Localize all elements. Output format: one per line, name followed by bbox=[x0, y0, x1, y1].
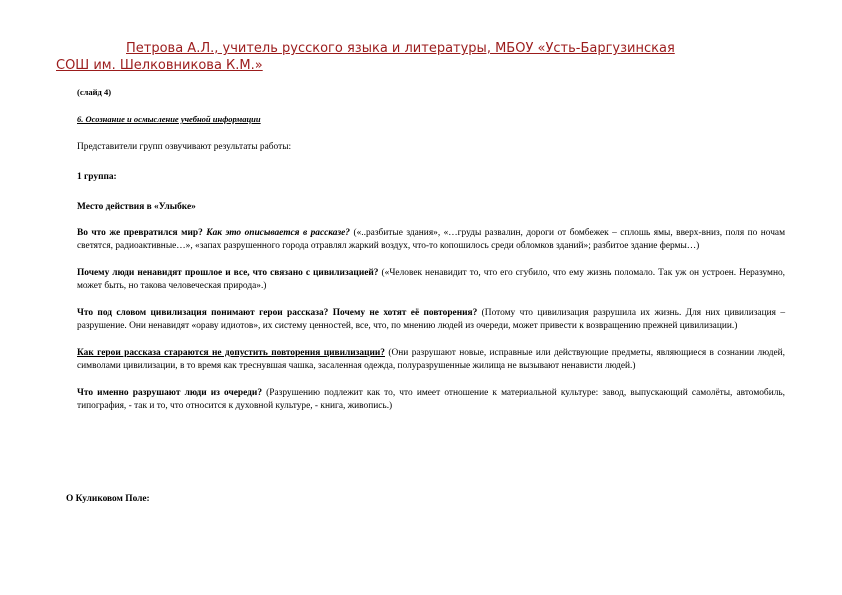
author-header bbox=[56, 40, 786, 74]
question-1: Во что же превратился мир? bbox=[77, 228, 203, 238]
question-4: Как герои рассказа стараются не допустить повторения цивилизации? bbox=[77, 348, 385, 358]
place-heading: Место действия в «Улыбке» bbox=[77, 202, 196, 212]
question-3b: Почему не хотят её повторения? bbox=[332, 308, 478, 318]
kulikovo-heading: О Куликовом Поле: bbox=[66, 494, 150, 504]
section-title: 6. Осознание и осмысление учебной информации bbox=[77, 114, 261, 124]
intro-text: Представители групп озвучивают результаты работы: bbox=[77, 142, 292, 152]
answer-1: («..разбитые здания», «…груды развалин, дороги от бомбежек – сплошь ямы, вверх-вниз, поля по ночам светятся, радиоактивные…», «запах разрушенного города отравлял жаркий воздух, что-то копошилось среди обломков зданий»; разбитое здание фермы…) bbox=[77, 228, 786, 251]
question-5: Что именно разрушают люди из очереди? bbox=[77, 388, 263, 398]
group-heading: 1 группа: bbox=[77, 172, 117, 182]
question-2: Почему люди ненавидят прошлое и все, что связано с цивилизацией? bbox=[77, 268, 379, 278]
author-line-1: Петрова А.Л., учитель русского языка и литературы, МБОУ «Усть-Баргузинская bbox=[126, 41, 675, 56]
answer-2: («Человек ненавидит то, что его сгубило, что ему жизнь поломало. Так уж он устроен. Неразумно, может быть, но такова человеческая природа».) bbox=[77, 268, 786, 291]
slide-label: (слайд 4) bbox=[77, 87, 112, 97]
question-block-2 bbox=[77, 267, 785, 293]
author-line-2: СОШ им. Шелковникова К.М.» bbox=[56, 58, 263, 73]
question-block-1 bbox=[77, 227, 785, 253]
question-block-3 bbox=[77, 307, 785, 333]
answer-4: (Они разрушают новые, исправные или действующие предметы, являющиеся в сознании людей, символами цивилизации, в то время как треснувшая чашка, засаленная одежда, полуразрушенные жилища не вызывают ненависти людей.) bbox=[77, 348, 786, 371]
question-block-4 bbox=[77, 347, 785, 373]
question-block-5 bbox=[77, 387, 785, 413]
answer-5: (Разрушению подлежит как то, что имеет отношение к материальной культуре: завод, выпускающий самолёты, автомобиль, типография, - так и то, что относится к духовной культуре, - книга, живопись.) bbox=[77, 388, 786, 411]
question-1-italic: Как это описывается в рассказе? bbox=[206, 228, 350, 238]
document-body bbox=[77, 86, 785, 427]
question-3a: Что под словом цивилизация понимают герои рассказа? bbox=[77, 308, 329, 318]
answer-3: (Потому что цивилизация разрушила их жизнь. Для них цивилизация – разрушение. Они ненавидят «ораву идиотов», их систему ценностей, все, что, по мнению людей из очереди, может привести к возвращению прежней цивилизации.) bbox=[77, 308, 786, 331]
